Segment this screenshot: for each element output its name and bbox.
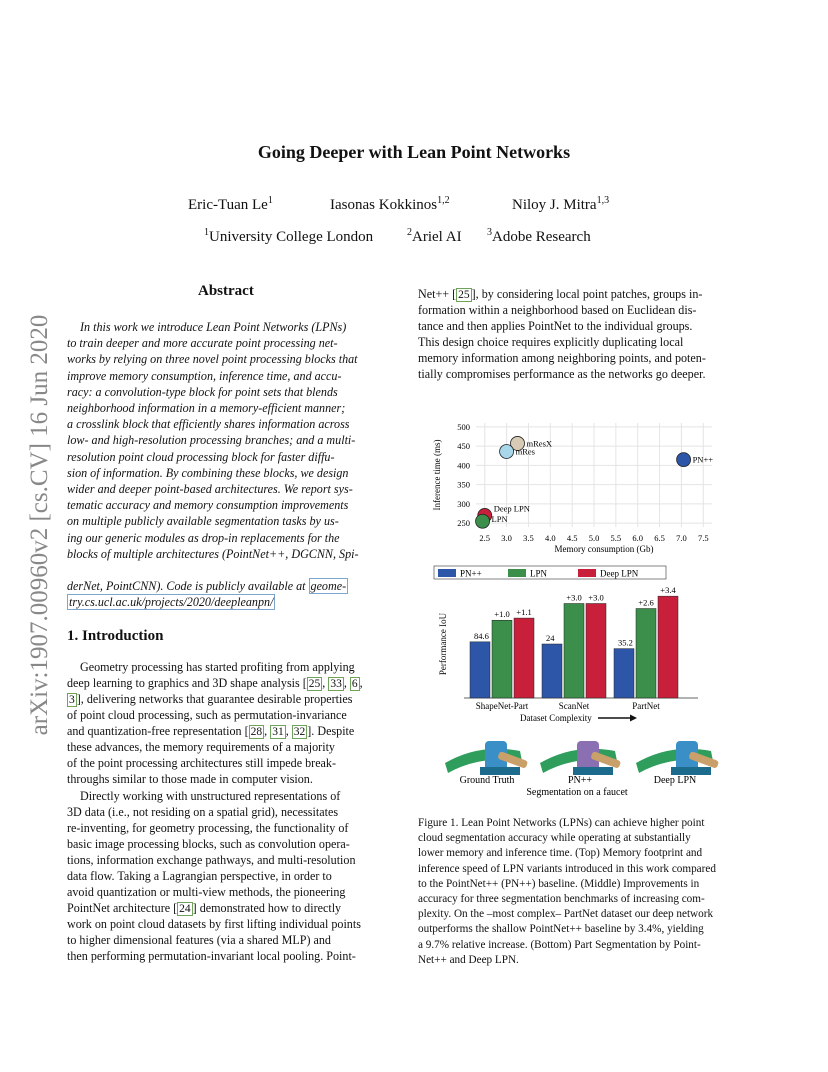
- y-tick-label: 300: [457, 498, 470, 509]
- bar-value-label: 24: [546, 633, 555, 643]
- bar: [514, 618, 534, 698]
- point-label: LPN: [491, 514, 508, 525]
- abstract-line: low- and high-resolution processing branches; and a multi-: [67, 433, 356, 448]
- col2-line: formation within a neighborhood based on Euclidean dis-: [418, 303, 697, 317]
- complexity-arrowhead: [630, 715, 637, 722]
- intro-line: these advances, the memory requirements of a majority: [67, 740, 335, 754]
- legend-swatch: [508, 569, 526, 577]
- abstract-line: resolution point cloud processing block for faster diffu-: [67, 449, 335, 464]
- x-tick-label: ShapeNet-Part: [475, 701, 529, 711]
- bar-value-label: 35.2: [618, 637, 633, 648]
- bar: [470, 642, 490, 698]
- abstract-line: tematic accuracy and memory consumption improvements: [67, 498, 349, 513]
- bar: [658, 596, 678, 698]
- intro-line: throughs similar to those made in computer vision.: [67, 772, 313, 786]
- intro-line: and quantization-free representation [ 28 , 31 , 32 ]. Despite: [67, 724, 355, 738]
- author-1: Eric-Tuan Le$^1$: [188, 195, 273, 213]
- scatter-chart: [428, 415, 728, 565]
- abstract-line: to train deeper and more accurate point processing net-: [67, 336, 338, 351]
- citation-link[interactable]: 31: [272, 726, 284, 738]
- y-tick-label: 500: [457, 421, 470, 432]
- citation-link[interactable]: 33: [330, 678, 342, 690]
- abstract-line: blocks of multiple architectures (PointNet++, DGCNN, Spi-: [67, 546, 359, 561]
- point-label: Deep LPN: [493, 503, 530, 514]
- intro-line: Directly working with unstructured representations of: [80, 789, 341, 803]
- citation-link[interactable]: 3: [69, 694, 75, 706]
- bar: [586, 604, 606, 699]
- intro-line: data flow. Taking a Lagrangian perspective, in order to: [67, 869, 332, 883]
- caption-line: inference speed of LPN variants introduced in this work compared: [418, 862, 716, 875]
- scatter-point: [677, 453, 691, 467]
- x-tick-label: 3.0: [501, 533, 512, 543]
- seg-label-pn: PN++: [567, 775, 593, 786]
- bar-value-label: +1.0: [494, 609, 510, 620]
- caption-line: accuracy for three segmentation benchmarks of increasing com-: [418, 893, 705, 905]
- intro-line: deep learning to graphics and 3D shape analysis [ 25 , 33 , 6 ,: [67, 676, 363, 690]
- paper-title: Going Deeper with Lean Point Networks: [257, 142, 571, 162]
- seg-label-deep-lpn: Deep LPN: [653, 775, 697, 786]
- x-tick-label: 3.5: [523, 533, 534, 543]
- scatter-point: [476, 514, 490, 528]
- legend-label: PN++: [460, 568, 482, 579]
- col2-line: memory information among neighboring points, and poten-: [418, 351, 706, 365]
- bar: [492, 620, 512, 698]
- bar: [636, 609, 656, 698]
- citation-link[interactable]: 6: [351, 678, 358, 690]
- col2-line: This design choice requires explicitly duplicating local: [418, 335, 684, 349]
- abstract-line: In this work we introduce Lean Point Networks (LPNs): [80, 320, 347, 334]
- y-axis-label: Performance IoU: [438, 612, 448, 676]
- intro-line: avoid quantization or multi-view methods, the pioneering: [67, 885, 346, 899]
- citation-link[interactable]: 32: [293, 726, 306, 738]
- legend-swatch: [578, 569, 596, 577]
- caption-line: plexity. On the –most complex– PartNet dataset our deep network: [418, 908, 714, 921]
- x-tick-label: PartNet: [632, 701, 660, 711]
- author-2: Iasonas Kokkinos$^{1,2}$: [330, 195, 450, 213]
- abstract-line: works by relying on three novel point processing blocks that: [67, 352, 358, 367]
- x-tick-label: 6.5: [654, 533, 665, 543]
- point-label: mResX: [526, 438, 553, 449]
- bar-value-label: +3.0: [566, 592, 582, 603]
- author-3: Niloy J. Mitra$^{1,3}$: [512, 195, 610, 213]
- abstract-line: a crosslink block that efficiently shares information across: [67, 417, 350, 432]
- bar-value-label: +3.4: [660, 585, 676, 596]
- point-label: PN++: [692, 454, 714, 465]
- caption-line: a 9.7% relative increase. (Bottom) Part Segmentation by Point-: [418, 938, 701, 951]
- caption-line: cloud segmentation accuracy while operating at substantially: [418, 832, 691, 845]
- intro-line: re-inventing, for geometry processing, the functionality of: [67, 821, 349, 835]
- abstract-line: sion of information. By combining these blocks, we design: [67, 465, 349, 480]
- caption-line: Net++ and Deep LPN.: [418, 953, 519, 966]
- x-tick-label: 6.0: [632, 533, 644, 543]
- citation-link[interactable]: 25: [308, 678, 321, 690]
- abstract-link-line: [67, 594, 389, 610]
- abstract-last-line: derNet, PointCNN). Code is publicly available at geome-: [67, 579, 347, 593]
- arxiv-identifier: arXiv:1907.00960v2 [cs.CV] 16 Jun 2020: [26, 314, 53, 736]
- seg-label-ground-truth: Ground Truth: [459, 775, 515, 786]
- legend-swatch: [438, 569, 456, 577]
- intro-line: of the point processing architectures still impede break-: [67, 756, 336, 770]
- x-tick-label: 4.0: [544, 533, 556, 543]
- intro-line: 3 ], delivering networks that guarantee desirable properties: [69, 692, 353, 706]
- bar-value-label: +1.1: [516, 607, 532, 618]
- bar-value-label: +3.0: [588, 592, 604, 603]
- abstract-line: ing our generic modules as drop-in replacements for the: [67, 530, 340, 545]
- intro-line: tions, information exchange pathways, and multi-resolution: [67, 853, 356, 867]
- x-tick-label: 7.0: [676, 533, 687, 543]
- intro-line: PointNet architecture [ 24 ] demonstrated how to directly: [67, 901, 342, 915]
- citation-link[interactable]: 28: [250, 726, 263, 738]
- intro-line: Geometry processing has started profiting from applying: [80, 660, 355, 674]
- bar: [542, 644, 562, 698]
- x-tick-label: 2.5: [479, 533, 491, 543]
- caption-line: Figure 1. Lean Point Networks (LPNs) can achieve higher point: [418, 817, 705, 829]
- abstract-heading: Abstract: [198, 283, 254, 299]
- abstract-line: neighborhood information in a memory-efficient manner;: [67, 401, 346, 415]
- intro-heading: 1. Introduction: [67, 628, 164, 644]
- y-tick-label: 350: [457, 479, 470, 490]
- intro-line: of point cloud processing, such as permutation-invariance: [67, 708, 347, 722]
- col2-line: Net++ [ 25 ], by considering local point patches, groups in-: [418, 287, 703, 301]
- caption-line: lower memory and inference time. (Top) Memory footprint and: [418, 847, 703, 860]
- abstract-line: improve memory consumption, inference time, and accu-: [67, 368, 342, 383]
- y-axis-label: Inference time (ms): [432, 439, 442, 511]
- x-tick-label: 7.5: [697, 533, 709, 543]
- intro-line: to higher dimensional features (via a shared MLP) and: [67, 933, 331, 947]
- faucet-pn-image: [540, 741, 621, 775]
- intro-line: 3D data (i.e., not residing on a spatial grid), necessitates: [67, 805, 339, 819]
- citation-link[interactable]: 24: [179, 903, 191, 915]
- seg-panel-caption: Segmentation on a faucet: [526, 787, 628, 798]
- abstract-line: wider and deeper point-based architectures. We report sys-: [67, 482, 353, 496]
- code-link-continued[interactable]: try.cs.ucl.ac.uk/projects/2020/deepleanpn/: [69, 595, 274, 609]
- x-tick-label: ScanNet: [558, 701, 590, 711]
- bar: [564, 604, 584, 699]
- x-tick-label: 5.0: [588, 533, 600, 543]
- segmentation-panel: [435, 728, 735, 798]
- bar-value-label: +2.6: [638, 597, 654, 608]
- abstract-line: on multiple publicly available segmentation tasks by us-: [67, 514, 339, 529]
- faucet-ground-truth-image: [445, 741, 528, 775]
- point-label: mRes: [515, 446, 535, 457]
- faucet-deep-lpn-image: [636, 741, 719, 775]
- legend-label: LPN: [530, 568, 548, 579]
- affiliation-3: $^3$Adobe Research: [487, 227, 591, 245]
- x-tick-label: 4.5: [566, 533, 578, 543]
- code-link[interactable]: geome-: [310, 579, 347, 593]
- citation-link[interactable]: 25: [458, 289, 470, 301]
- intro-line: work on point cloud datasets by first lifting individual points: [67, 917, 361, 931]
- abstract-line: racy: a convolution-type block for point sets that blends: [67, 384, 338, 399]
- legend-label: Deep LPN: [600, 568, 639, 579]
- bar-chart: [438, 562, 708, 727]
- col2-line: tance and then applies PointNet to the individual groups.: [418, 319, 693, 333]
- bar-value-label: 84.6: [474, 630, 489, 641]
- y-tick-label: 400: [457, 460, 470, 471]
- bar: [614, 649, 634, 698]
- scatter-point: [500, 445, 514, 459]
- x-axis-label: Dataset Complexity: [520, 713, 592, 723]
- col2-line: tially compromises performance as the networks go deeper.: [418, 367, 706, 381]
- x-axis-label: Memory consumption (Gb): [554, 544, 654, 554]
- caption-line: to the PointNet++ (PN++) baseline. (Middle) Improvements in: [418, 877, 700, 890]
- affiliation-2: $^2$Ariel AI: [407, 227, 462, 245]
- y-tick-label: 450: [457, 441, 470, 452]
- y-tick-label: 250: [457, 518, 470, 529]
- caption-line: outperforms the shallow PointNet++ baseline by 3.4%, yielding: [418, 923, 704, 936]
- affiliation-1: $^1$University College London: [204, 227, 374, 245]
- intro-line: then performing permutation-invariant local pooling. Point-: [67, 949, 356, 963]
- intro-line: basic image processing blocks, such as convolution opera-: [67, 837, 350, 851]
- x-tick-label: 5.5: [610, 533, 622, 543]
